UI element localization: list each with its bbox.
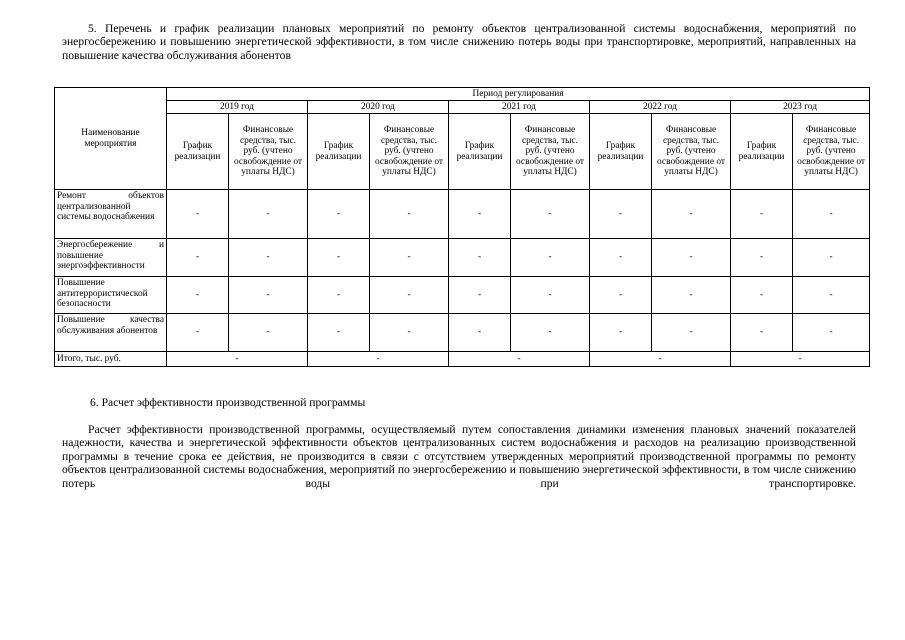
year-header: 2020 год xyxy=(308,101,449,114)
table-cell: - xyxy=(167,277,229,314)
table-cell: - xyxy=(793,239,870,277)
table-cell: - xyxy=(308,239,370,277)
table-cell: - xyxy=(167,190,229,239)
row-name: Энергосбережение и повышение энергоэффективности xyxy=(55,239,167,277)
table-cell: - xyxy=(511,277,590,314)
table-cell: - xyxy=(590,190,652,239)
table-cell: - xyxy=(370,190,449,239)
table-cell: - xyxy=(449,190,511,239)
row-name: Повышение антитеррористической безопасности xyxy=(55,277,167,314)
total-cell: - xyxy=(167,352,308,367)
table-cell: - xyxy=(511,314,590,352)
years-header-row xyxy=(55,101,870,114)
schedule-subheader: График реализации xyxy=(308,114,370,190)
table-cell: - xyxy=(652,239,731,277)
row-name: Повышение качества обслуживания абонентов xyxy=(55,314,167,352)
table-cell: - xyxy=(511,190,590,239)
schedule-subheader: График реализации xyxy=(167,114,229,190)
total-cell: - xyxy=(308,352,449,367)
section-5-heading: 5. Перечень и график реализации плановых мероприятий по ремонту объектов централизованной системы водоснабжения, мероприятий по энергосбережению и повышению энергетической эффективности, в том числе снижению потерь воды при транспортировке, мероприятий, направленных на повышение качества обслуживания абонентов xyxy=(62,22,856,62)
section-6-heading: 6. Расчет эффективности производственной программы xyxy=(90,396,366,409)
subheader-row xyxy=(55,114,870,190)
table-cell: - xyxy=(652,314,731,352)
year-header: 2023 год xyxy=(731,101,870,114)
schedule-subheader: График реализации xyxy=(449,114,511,190)
schedule-subheader: График реализации xyxy=(590,114,652,190)
total-cell: - xyxy=(731,352,870,367)
table-cell: - xyxy=(229,277,308,314)
table-cell: - xyxy=(652,277,731,314)
table-row xyxy=(55,190,870,239)
table-cell: - xyxy=(370,239,449,277)
table-cell: - xyxy=(229,239,308,277)
plan-table xyxy=(54,87,870,367)
finance-subheader: Финансовые средства, тыс. руб. (учтено освобождение от уплаты НДС) xyxy=(370,114,449,190)
table-row xyxy=(55,314,870,352)
table-cell: - xyxy=(308,277,370,314)
total-cell: - xyxy=(590,352,731,367)
table-cell: - xyxy=(229,314,308,352)
finance-subheader: Финансовые средства, тыс. руб. (учтено освобождение от уплаты НДС) xyxy=(652,114,731,190)
table-cell: - xyxy=(793,277,870,314)
table-cell: - xyxy=(731,239,793,277)
table-cell: - xyxy=(590,314,652,352)
period-header: Период регулирования xyxy=(167,88,870,101)
table-cell: - xyxy=(370,277,449,314)
table-cell: - xyxy=(167,239,229,277)
total-cell: - xyxy=(449,352,590,367)
finance-subheader: Финансовые средства, тыс. руб. (учтено освобождение от уплаты НДС) xyxy=(511,114,590,190)
total-label: Итого, тыс. руб. xyxy=(55,352,167,367)
name-column-header: Наименование мероприятия xyxy=(55,88,167,190)
table-cell: - xyxy=(793,314,870,352)
table-cell: - xyxy=(652,190,731,239)
year-header: 2019 год xyxy=(167,101,308,114)
table-row xyxy=(55,277,870,314)
total-row xyxy=(55,352,870,367)
table-cell: - xyxy=(308,314,370,352)
table-cell: - xyxy=(511,239,590,277)
table-cell: - xyxy=(731,277,793,314)
finance-subheader: Финансовые средства, тыс. руб. (учтено освобождение от уплаты НДС) xyxy=(229,114,308,190)
table-cell: - xyxy=(167,314,229,352)
section-6-body: Расчет эффективности производственной программы, осуществляемый путем сопоставления динамики изменения плановых значений показателей надежности, качества и энергетической эффективности объектов централизованных систем водоснабжения и расходов на реализацию производственной программы в течение срока ее действия, не производится в связи с отсутствием утвержденных мероприятий производственной программы по ремонту объектов централизованной системы водоснабжения, мероприятий по энергосбережению и повышению энергетической эффективности, в том числе снижению потерь воды при транспортировке. xyxy=(62,423,856,490)
year-header: 2021 год xyxy=(449,101,590,114)
table-row xyxy=(55,239,870,277)
table-cell: - xyxy=(449,277,511,314)
table-cell: - xyxy=(229,190,308,239)
table-cell: - xyxy=(449,314,511,352)
table-cell: - xyxy=(793,190,870,239)
schedule-subheader: График реализации xyxy=(731,114,793,190)
table-cell: - xyxy=(731,190,793,239)
table-cell: - xyxy=(308,190,370,239)
table-cell: - xyxy=(590,239,652,277)
table-cell: - xyxy=(590,277,652,314)
row-name: Ремонт объектов централизованной системы водоснабжения xyxy=(55,190,167,239)
table-cell: - xyxy=(731,314,793,352)
year-header: 2022 год xyxy=(590,101,731,114)
finance-subheader: Финансовые средства, тыс. руб. (учтено освобождение от уплаты НДС) xyxy=(793,114,870,190)
table-cell: - xyxy=(370,314,449,352)
table-cell: - xyxy=(449,239,511,277)
